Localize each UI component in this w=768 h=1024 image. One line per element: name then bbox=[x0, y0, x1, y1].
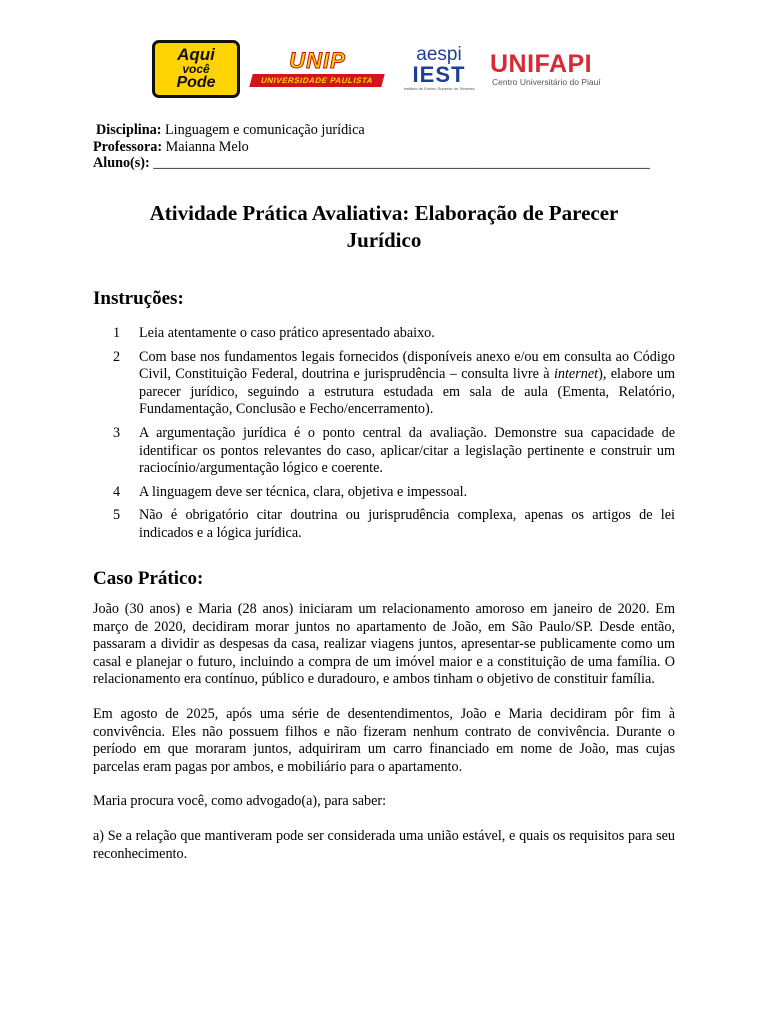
instructions-list bbox=[113, 325, 675, 549]
document-header bbox=[93, 122, 650, 172]
caso-paragraph: Maria procura você, como advogado(a), para saber: bbox=[93, 793, 387, 810]
unip-logo: UNIP UNIVERSIDADE PAULISTA bbox=[247, 52, 387, 88]
list-item: 5 Não é obrigatório citar doutrina ou jurisprudência complexa, apenas os artigos de lei indicados e a lógica jurídica. bbox=[113, 507, 675, 541]
aqui-voce-pode-logo: Aqui você Pode bbox=[152, 40, 240, 98]
list-item: 2 Com base nos fundamentos legais fornecidos (disponíveis anexo e/ou em consulta ao Código Civil, Constituição Federal, doutrina e jurisprudência – consulta livre à internet), elabore um parecer jurídico, seguindo a estrutura estudada em sala de aula (Ementa, Relatório, Fundamentação, Conclusão e Fecho/encerramento). bbox=[113, 348, 675, 418]
aespi-iest-logo: aespi IEST Instituto de Ensino Superior de Teresina bbox=[403, 44, 475, 91]
unifapi-logo: UNIFAPI Centro Universitário do Piauí bbox=[490, 50, 601, 87]
caso-pratico-heading: Caso Prático: bbox=[93, 568, 204, 589]
document-title: Atividade Prática Avaliativa: Elaboração de Parecer Jurídico bbox=[149, 201, 619, 252]
caso-pratico-body bbox=[93, 601, 675, 863]
caso-paragraph: Em agosto de 2025, após uma série de desentendimentos, João e Maria decidiram pôr fim à convivência. Eles não possuem filhos e não fizeram nenhum contrato de convivência. Durante o período em que moraram juntos, adquiriram um carro financiado em nome de João, mas cujas parcelas eram pagas por ambos, e mobiliário para o apartamento. bbox=[93, 705, 675, 775]
caso-paragraph: João (30 anos) e Maria (28 anos) iniciaram um relacionamento amoroso em janeiro de 2020. Em março de 2020, decidiram morar juntos no apartamento de João, em São Paulo/SP. Desde então, passaram a dividir as despesas da casa, realizar viagens juntos, apresentar-se publicamente como um casal e planejar o futuro, incluindo a compra de um imóvel maior e a constituição de uma família. O relacionamento era contínuo, público e duradouro, e ambos tinham o objetivo de constituir família. bbox=[93, 601, 675, 688]
list-item: 4 A linguagem deve ser técnica, clara, objetiva e impessoal. bbox=[113, 483, 468, 500]
disciplina-row: Disciplina: Linguagem e comunicação jurídica bbox=[96, 122, 365, 138]
instructions-heading: Instruções: bbox=[93, 288, 184, 309]
list-item: 1 Leia atentamente o caso prático apresentado abaixo. bbox=[113, 325, 435, 341]
list-item: 3 A argumentação jurídica é o ponto central da avaliação. Demonstre sua capacidade de identificar os pontos relevantes do caso, aplicar/citar a legislação pertinente e construir um raciocínio/argumentação lógico e coerente. bbox=[113, 424, 675, 477]
aluno-row: Aluno(s): ______________________________________________________________________ bbox=[93, 155, 650, 171]
professora-row: Professora: Maianna Melo bbox=[93, 138, 249, 155]
logo-row bbox=[152, 40, 632, 102]
caso-question: a) Se a relação que mantiveram pode ser considerada uma união estável, e quais os requisitos para seu reconhecimento. bbox=[93, 827, 675, 862]
